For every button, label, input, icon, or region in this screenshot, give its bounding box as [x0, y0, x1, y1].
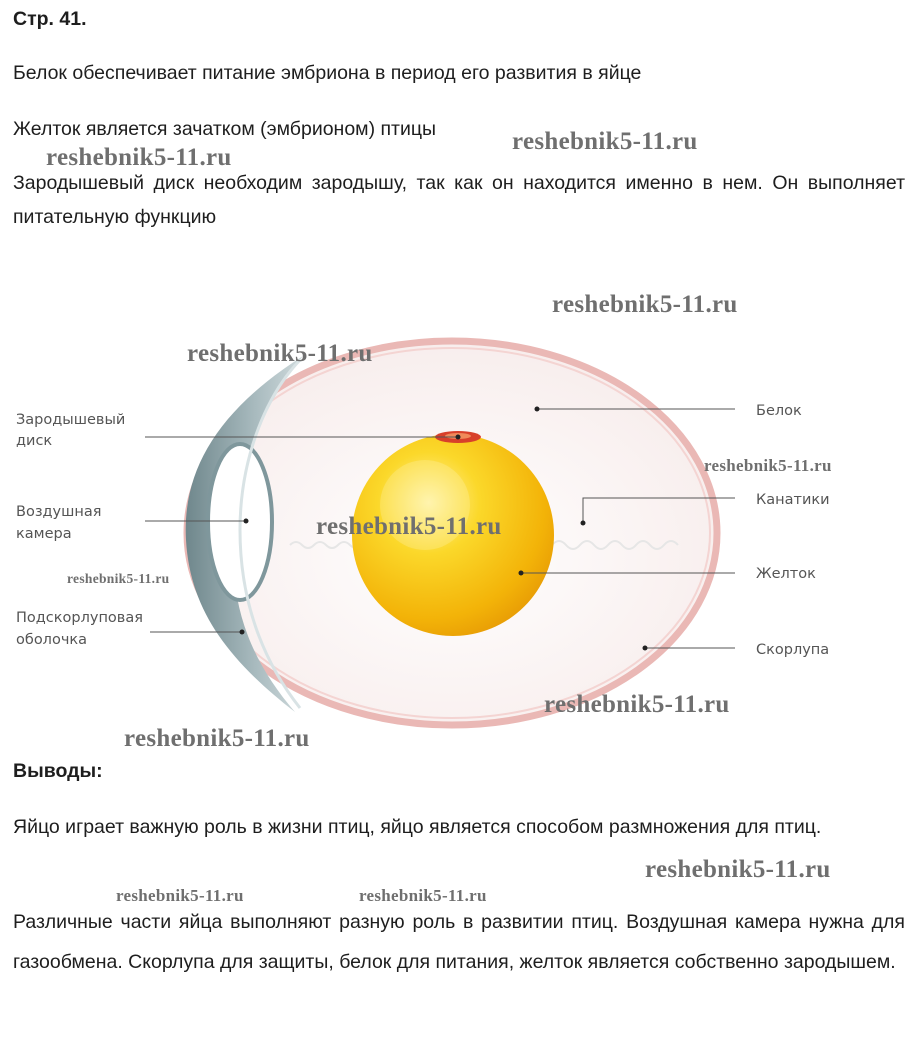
label-air-cell-line1: Воздушная [16, 504, 102, 520]
watermark: reshebnik5-11.ru [124, 725, 310, 752]
page-title: Стр. 41. [13, 8, 87, 30]
watermark: reshebnik5-11.ru [704, 456, 832, 475]
paragraph-albumen: Белок обеспечивает питание эмбриона в период его развития в яйце [13, 62, 642, 84]
leader-dot-yolk [519, 571, 524, 576]
conclusion-1: Яйцо играет важную роль в жизни птиц, яйцо является способом размножения для птиц. [13, 816, 822, 838]
label-chalazae: Канатики [756, 492, 830, 508]
paragraph-yolk: Желток является зачатком (эмбрионом) птицы [13, 118, 437, 140]
watermark: reshebnik5-11.ru [67, 571, 170, 586]
label-air-cell-line2: камера [16, 526, 72, 542]
watermark: reshebnik5-11.ru [544, 691, 730, 718]
conclusion-2: Различные части яйца выполняют разную роль в развитии птиц. Воздушная камера нужна для газообмена. Скорлупа для защиты, белок для питания, желток является собственно зародышем. [13, 911, 905, 973]
watermark: reshebnik5-11.ru [187, 340, 373, 367]
label-germinal-disc-line1: Зародышевый [16, 412, 126, 428]
leader-dot-chalazae [581, 521, 586, 526]
leader-dot-albumen [535, 407, 540, 412]
leader-dot-membrane [240, 630, 245, 635]
watermark: reshebnik5-11.ru [359, 886, 487, 905]
label-albumen: Белок [756, 403, 802, 419]
watermark: reshebnik5-11.ru [116, 886, 244, 905]
watermark: reshebnik5-11.ru [552, 291, 738, 318]
label-membrane-line1: Подскорлуповая [16, 610, 143, 626]
label-germinal-disc-line2: диск [16, 433, 53, 449]
leader-dot-shell [643, 646, 648, 651]
label-yolk: Желток [756, 566, 816, 582]
watermark: reshebnik5-11.ru [316, 513, 502, 540]
leader-dot-germinal-disc [456, 435, 461, 440]
leader-dot-air-cell [244, 519, 249, 524]
conclusions-heading: Выводы: [13, 760, 103, 782]
watermark: reshebnik5-11.ru [645, 856, 831, 883]
label-membrane-line2: оболочка [16, 632, 88, 648]
watermark: reshebnik5-11.ru [512, 128, 698, 155]
label-shell: Скорлупа [756, 642, 830, 658]
watermark: reshebnik5-11.ru [46, 144, 232, 171]
paragraph-germinal-disc: Зародышевый диск необходим зародышу, так как он находится именно в нем. Он выполняет питательную функцию [13, 172, 905, 228]
